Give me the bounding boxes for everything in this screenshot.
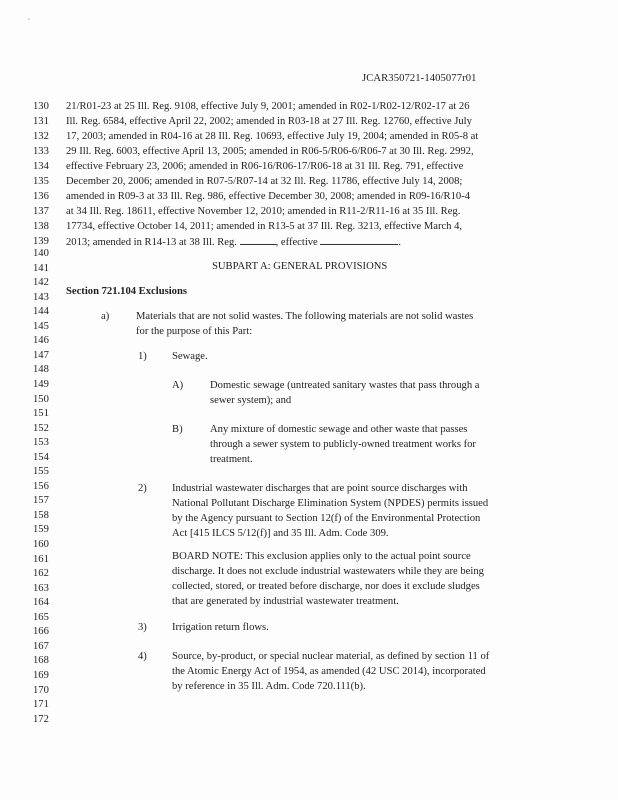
line-number: 160 xyxy=(33,539,49,550)
line-number: 137 xyxy=(33,206,49,217)
source-note-line: December 20, 2006; amended in R07-5/R07-14 at 32 Ill. Reg. 11786, effective July 14, 2008; xyxy=(66,176,463,187)
line-number: 149 xyxy=(33,378,49,390)
subsection-a-label: a) xyxy=(101,311,110,322)
line-number: 156 xyxy=(33,480,49,492)
board-note-line: discharge. It does not exclude industrial wastewaters while they are being xyxy=(172,566,484,577)
line-number: 144 xyxy=(33,306,49,318)
board-note-line: collected, stored, or treated before discharge, nor does it exclude sludges xyxy=(172,581,480,592)
line-number: 140 xyxy=(33,248,49,259)
item-1-B-line: treatment. xyxy=(210,454,253,465)
item-2-line: National Pollutant Discharge Elimination System (NPDES) permits issued xyxy=(172,498,489,509)
line-number: 166 xyxy=(33,626,49,638)
line-number: 138 xyxy=(33,221,49,232)
register-page-blank xyxy=(240,235,276,245)
source-note-line: 17, 2003; amended in R04-16 at 28 Ill. Reg. 10693, effective July 19, 2004; amended in R05-8 at xyxy=(66,131,479,142)
item-4-line: the Atomic Energy Act of 1954, as amended (42 USC 2014), incorporated xyxy=(172,666,486,677)
line-number: 171 xyxy=(33,699,49,711)
line-number: 153 xyxy=(33,437,49,449)
scan-speck xyxy=(28,18,30,20)
line-number: 162 xyxy=(33,568,49,580)
line-number: 157 xyxy=(33,495,49,507)
line-number: 130 xyxy=(33,101,49,112)
line-number: 148 xyxy=(33,364,49,376)
section-heading: Section 721.104 Exclusions xyxy=(66,286,187,297)
subsection-a-line: Materials that are not solid wastes. The following materials are not solid wastes xyxy=(136,311,474,322)
line-number: 133 xyxy=(33,146,49,157)
item-1-A-line: Domestic sewage (untreated sanitary wastes that pass through a xyxy=(210,380,480,391)
last-line-middle: , effective xyxy=(275,237,318,248)
line-number: 155 xyxy=(33,466,49,478)
item-4-line: by reference in 35 Ill. Adm. Code 720.111(b). xyxy=(172,681,366,692)
item-2-line: by the Agency pursuant to Section 12(f) of the Environmental Protection xyxy=(172,513,481,524)
line-number: 141 xyxy=(33,262,49,274)
line-number: 134 xyxy=(33,161,49,172)
line-number: 158 xyxy=(33,509,49,521)
line-number: 135 xyxy=(33,176,49,187)
line-number: 131 xyxy=(33,116,49,127)
item-1-B-line: Any mixture of domestic sewage and other waste that passes xyxy=(210,424,468,435)
subpart-heading: SUBPART A: GENERAL PROVISIONS xyxy=(212,261,388,272)
line-number: 167 xyxy=(33,640,49,652)
board-note-line: BOARD NOTE: This exclusion applies only to the actual point source xyxy=(172,551,471,562)
line-number: 151 xyxy=(33,408,49,420)
line-number: 145 xyxy=(33,320,49,332)
source-note-line: 21/R01-23 at 25 Ill. Reg. 9108, effective July 9, 2001; amended in R02-1/R02-12/R02-17 at 26 xyxy=(66,101,470,112)
item-2-line: Act [415 ILCS 5/12(f)] and 35 Ill. Adm. Code 309. xyxy=(172,528,389,539)
item-4-label: 4) xyxy=(138,651,147,662)
source-note-line: at 34 Ill. Reg. 18611, effective November 12, 2010; amended in R11-2/R11-16 at 35 Ill. Reg. xyxy=(66,206,461,217)
last-line-suffix: . xyxy=(398,237,402,248)
subsection-a-line: for the purpose of this Part: xyxy=(136,326,253,337)
line-number: 170 xyxy=(33,684,49,696)
source-note-line: 29 Ill. Reg. 6003, effective April 13, 2005; amended in R06-5/R06-6/R06-7 at 30 Ill. Reg. 2992, xyxy=(66,146,474,157)
line-number: 142 xyxy=(33,277,49,289)
board-note-line: that are generated by industrial wastewater treatment. xyxy=(172,596,399,607)
source-note-line: effective February 23, 2006; amended in R06-16/R06-17/R06-18 at 31 Ill. Reg. 791, effective xyxy=(66,161,464,172)
item-2-line: Industrial wastewater discharges that are point source discharges with xyxy=(172,483,468,494)
item-4-line: Source, by-product, or special nuclear material, as defined by section 11 of xyxy=(172,651,490,662)
line-number: 159 xyxy=(33,524,49,536)
line-number: 161 xyxy=(33,553,49,565)
document-id: JCAR350721-1405077r01 xyxy=(362,73,477,84)
source-note-last-line xyxy=(66,235,401,249)
line-number: 146 xyxy=(33,335,49,347)
item-3-text: Irrigation return flows. xyxy=(172,622,269,633)
item-1-A-label: A) xyxy=(172,380,184,391)
line-number: 147 xyxy=(33,349,49,361)
item-1-text: Sewage. xyxy=(172,351,208,362)
line-number: 168 xyxy=(33,655,49,667)
source-note-line: Ill. Reg. 6584, effective April 22, 2002; amended in R03-18 at 27 Ill. Reg. 12760, effective July xyxy=(66,116,472,127)
item-2-label: 2) xyxy=(138,483,147,494)
source-note-line: 17734, effective October 14, 2011; amended in R13-5 at 37 Ill. Reg. 3213, effective March 4, xyxy=(66,221,463,232)
line-number: 172 xyxy=(33,713,49,725)
line-number: 164 xyxy=(33,597,49,609)
line-number: 139 xyxy=(33,236,49,247)
item-1-A-line: sewer system); and xyxy=(210,395,292,406)
line-number: 150 xyxy=(33,393,49,405)
line-number: 152 xyxy=(33,422,49,434)
line-number: 154 xyxy=(33,451,49,463)
line-number: 165 xyxy=(33,611,49,623)
item-3-label: 3) xyxy=(138,622,147,633)
line-number: 136 xyxy=(33,191,49,202)
source-note-line: amended in R09-3 at 33 Ill. Reg. 986, effective December 30, 2008; amended in R09-16/R10-4 xyxy=(66,191,471,202)
line-number: 169 xyxy=(33,669,49,681)
effective-date-blank xyxy=(320,235,398,245)
line-number: 163 xyxy=(33,582,49,594)
line-number: 143 xyxy=(33,291,49,303)
last-line-prefix: 2013; amended in R14-13 at 38 Ill. Reg. xyxy=(66,237,237,248)
item-1-B-line: through a sewer system to publicly-owned treatment works for xyxy=(210,439,476,450)
item-1-label: 1) xyxy=(138,351,147,362)
line-number: 132 xyxy=(33,131,49,142)
item-1-B-label: B) xyxy=(172,424,183,435)
